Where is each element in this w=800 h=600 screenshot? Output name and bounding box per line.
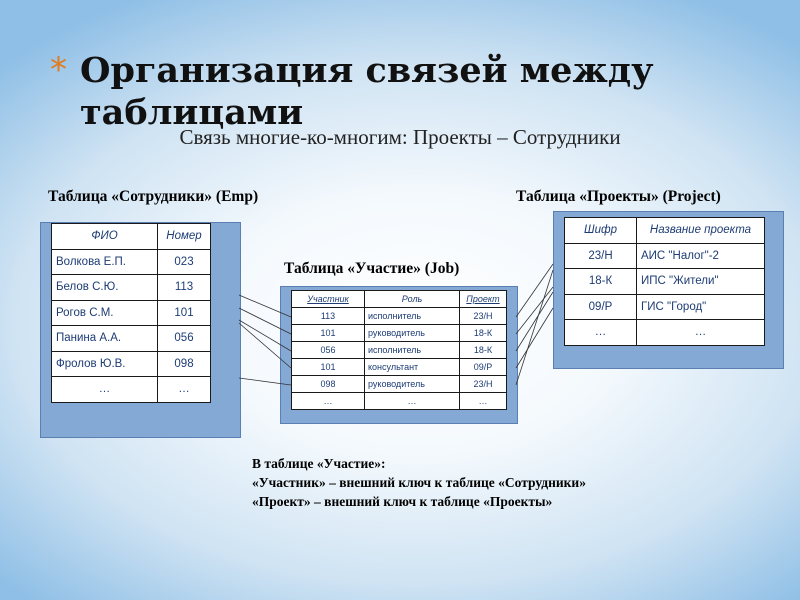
link-line — [516, 292, 553, 351]
slide-subtitle: Связь многие-ко-многим: Проекты – Сотрудники — [179, 125, 621, 149]
table-cell: 18-К — [460, 342, 507, 359]
link-line — [516, 264, 553, 317]
table-cell: 056 — [292, 342, 365, 359]
table-cell: руководитель — [365, 325, 460, 342]
column-header-participant: Участник — [292, 291, 365, 308]
foreign-key-note — [252, 454, 586, 511]
note-line: В таблице «Участие»: — [252, 456, 386, 471]
table-cell: 056 — [158, 326, 211, 352]
table-cell: исполнитель — [365, 342, 460, 359]
employees-caption: Таблица «Сотрудники» (Emp) — [48, 188, 259, 205]
note-line: «Проект» – внешний ключ к таблице «Проекты» — [252, 494, 553, 509]
table-cell: Волкова Е.П. — [52, 249, 158, 275]
table-cell: Рогов С.М. — [52, 300, 158, 326]
table-cell: 09/Р — [460, 359, 507, 376]
table-cell: 23/Н — [460, 376, 507, 393]
table-cell: 18-К — [565, 269, 637, 295]
column-header-project-name: Название проекта — [637, 218, 765, 244]
note-line: «Участник» – внешний ключ к таблице «Сотрудники» — [252, 475, 586, 490]
link-line — [516, 308, 553, 368]
table-cell: руководитель — [365, 376, 460, 393]
table-cell: 101 — [292, 325, 365, 342]
table-cell: 098 — [158, 351, 211, 377]
table-cell: … — [292, 393, 365, 410]
table-cell: 101 — [158, 300, 211, 326]
table-cell: 23/Н — [565, 243, 637, 269]
table-cell: 023 — [158, 249, 211, 275]
table-cell: АИС "Налог"-2 — [637, 243, 765, 269]
participation-caption: Таблица «Участие» (Job) — [284, 260, 460, 277]
table-cell: 18-К — [460, 325, 507, 342]
table-cell: 101 — [292, 359, 365, 376]
table-cell: Панина А.А. — [52, 326, 158, 352]
table-cell: консультант — [365, 359, 460, 376]
table-cell: … — [365, 393, 460, 410]
link-line — [239, 295, 291, 317]
table-cell: ГИС "Город" — [637, 294, 765, 320]
table-cell: … — [637, 320, 765, 346]
table-cell: 113 — [158, 275, 211, 301]
table-cell: 09/Р — [565, 294, 637, 320]
table-cell: Белов С.Ю. — [52, 275, 158, 301]
table-cell: … — [460, 393, 507, 410]
column-header-project: Проект — [460, 291, 507, 308]
table-cell: 098 — [292, 376, 365, 393]
table-cell: 113 — [292, 308, 365, 325]
column-header-code: Шифр — [565, 218, 637, 244]
table-cell: Фролов Ю.В. — [52, 351, 158, 377]
table-cell: ИПС "Жители" — [637, 269, 765, 295]
link-line — [239, 320, 291, 351]
table-cell: исполнитель — [365, 308, 460, 325]
projects-caption: Таблица «Проекты» (Project) — [516, 188, 721, 205]
table-cell: … — [565, 320, 637, 346]
slide-title: Организация связей между таблицами — [80, 50, 654, 133]
title-bullet: * — [50, 50, 67, 90]
table-cell: … — [52, 377, 158, 403]
column-header-role: Роль — [365, 291, 460, 308]
table-cell: … — [158, 377, 211, 403]
link-line — [239, 378, 291, 385]
column-header-number: Номер — [158, 224, 211, 250]
table-cell: 23/Н — [460, 308, 507, 325]
column-header-fio: ФИО — [52, 224, 158, 250]
